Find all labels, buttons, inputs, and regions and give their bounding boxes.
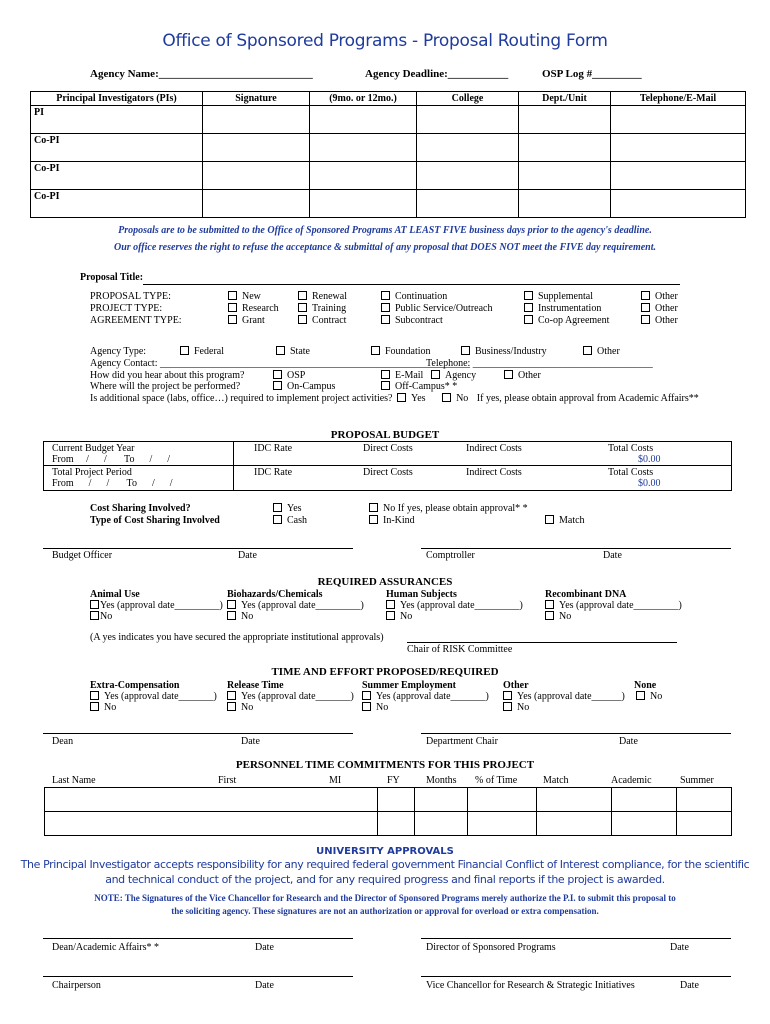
checkbox-icon[interactable] xyxy=(90,600,99,609)
date-label: Date xyxy=(241,736,260,747)
budget-officer-label: Budget Officer xyxy=(52,550,113,561)
personnel-cell[interactable] xyxy=(45,812,378,836)
divider xyxy=(233,441,234,490)
checkbox-icon[interactable] xyxy=(298,315,307,324)
col-percent-time: % of Time xyxy=(475,775,518,786)
checkbox-icon[interactable] xyxy=(90,611,99,620)
effort-heading: TIME AND EFFORT PROPOSED/REQUIRED xyxy=(271,666,499,678)
summer-employment: Summer Employment Yes (approval date_______) No xyxy=(362,680,489,713)
space-note: If yes, please obtain approval from Academic Affairs** xyxy=(476,393,699,404)
total-costs-value: $0.00 xyxy=(638,478,661,489)
checkbox-option[interactable]: Instrumentation xyxy=(524,303,609,315)
approvals-note-1: NOTE: The Signatures of the Vice Chancellor for Research and the Director of Sponsored Programs merely authorize the P.I. to submit this proposal to xyxy=(94,893,676,903)
checkbox-option[interactable]: Other xyxy=(641,291,678,303)
checkbox-icon[interactable] xyxy=(298,291,307,300)
personnel-cell[interactable] xyxy=(537,812,612,836)
checkbox-icon[interactable] xyxy=(524,291,533,300)
pi-cell[interactable] xyxy=(203,190,310,218)
personnel-cell[interactable] xyxy=(415,788,468,812)
space-question-text: Is additional space (labs, office…) required to implement project activities? xyxy=(90,393,393,404)
checkbox-icon[interactable] xyxy=(386,600,395,609)
biohazards: Biohazards/Chemicals Yes (approval date_________) No xyxy=(227,589,364,622)
pi-cell[interactable] xyxy=(611,106,746,134)
indirect-costs-label[interactable]: Indirect Costs xyxy=(466,467,522,478)
current-budget-year: Current Budget Year From / / To / / xyxy=(52,443,171,465)
col-summer: Summer xyxy=(680,775,714,786)
proposal-title-label: Proposal Title: xyxy=(80,272,144,283)
pi-cell[interactable] xyxy=(417,190,519,218)
checkbox-icon[interactable] xyxy=(273,370,282,379)
checkbox-option[interactable]: New xyxy=(228,291,279,303)
personnel-cell[interactable] xyxy=(677,788,732,812)
pi-cell[interactable] xyxy=(310,134,417,162)
director-label: Director of Sponsored Programs xyxy=(426,942,556,953)
vice-chancellor-label: Vice Chancellor for Research & Strategic Initiatives xyxy=(426,980,635,991)
checkbox-option[interactable]: Supplemental xyxy=(524,291,609,303)
agency-name-field[interactable]: Agency Name:____________________________ xyxy=(90,68,313,80)
checkbox-icon[interactable] xyxy=(381,381,390,390)
hear-other[interactable]: Other xyxy=(504,370,541,381)
checkbox-icon[interactable] xyxy=(180,346,189,355)
where-off-campus[interactable]: Off-Campus* * xyxy=(381,381,457,392)
checkbox-option[interactable]: No xyxy=(545,611,682,622)
checkbox-option[interactable]: Other xyxy=(641,315,678,327)
personnel-cell[interactable] xyxy=(468,788,537,812)
pi-cell[interactable] xyxy=(310,162,417,190)
divider xyxy=(43,441,732,442)
checkbox-icon[interactable] xyxy=(381,315,390,324)
checkbox-icon[interactable] xyxy=(227,691,236,700)
osp-log-field[interactable]: OSP Log #_________ xyxy=(542,68,642,80)
idc-rate-label[interactable]: IDC Rate xyxy=(254,467,293,478)
dean-academic-label: Dean/Academic Affairs* * xyxy=(52,942,159,953)
pi-cell[interactable] xyxy=(519,106,611,134)
approvals-note-2: the soliciting agency. These signatures are not an authorization or approval for overload or extra compensation. xyxy=(171,906,599,916)
pi-cell[interactable] xyxy=(519,190,611,218)
risk-line[interactable] xyxy=(407,642,677,643)
pi-cell[interactable] xyxy=(203,162,310,190)
copi-row-label: Co-PI xyxy=(31,190,203,218)
where-question: Where will the project be performed? xyxy=(90,381,241,392)
personnel-cell[interactable] xyxy=(468,812,537,836)
date-label: Date xyxy=(670,942,689,953)
type-col-2 xyxy=(298,291,347,327)
cost-sharing-no xyxy=(369,503,528,527)
checkbox-icon[interactable] xyxy=(545,600,554,609)
checkbox-option[interactable]: Public Service/Outreach xyxy=(381,303,492,315)
dean-academic-line[interactable] xyxy=(43,938,353,939)
hear-question: How did you hear about this program? xyxy=(90,370,245,381)
personnel-cell[interactable] xyxy=(677,812,732,836)
checkbox-option[interactable]: No xyxy=(227,611,364,622)
date-label: Date xyxy=(238,550,257,561)
date-label: Date xyxy=(255,980,274,991)
divider xyxy=(43,465,732,466)
checkbox-icon[interactable] xyxy=(503,691,512,700)
checkbox-option[interactable]: Yes (approval date_________) xyxy=(227,600,364,611)
dept-chair-line[interactable] xyxy=(421,733,731,734)
checkbox-icon[interactable] xyxy=(381,370,390,379)
personnel-cell[interactable] xyxy=(537,788,612,812)
checkbox-option[interactable]: Other xyxy=(641,303,678,315)
pi-cell[interactable] xyxy=(203,106,310,134)
dean-label: Dean xyxy=(52,736,74,747)
pi-cell[interactable] xyxy=(310,190,417,218)
checkbox-icon[interactable] xyxy=(362,691,371,700)
checkbox-option[interactable]: Research xyxy=(228,303,279,315)
cost-sharing-match[interactable]: Match xyxy=(545,515,585,526)
agency-other[interactable]: Other xyxy=(583,346,620,357)
copi-row-label: Co-PI xyxy=(31,134,203,162)
col-first: First xyxy=(218,775,237,786)
checkbox-option[interactable]: Cash xyxy=(273,515,307,527)
date-label: Date xyxy=(680,980,699,991)
personnel-cell[interactable] xyxy=(378,788,415,812)
col-fy: FY xyxy=(387,775,400,786)
checkbox-icon[interactable] xyxy=(273,515,282,524)
copi-row-label: Co-PI xyxy=(31,162,203,190)
checkbox-icon[interactable] xyxy=(227,611,236,620)
checkbox-option[interactable]: Contract xyxy=(298,315,347,327)
checkbox-option[interactable]: Yes (approval date______) xyxy=(503,691,625,702)
checkbox-icon[interactable] xyxy=(381,291,390,300)
divider xyxy=(43,441,44,490)
checkbox-icon[interactable] xyxy=(397,393,406,402)
total-costs-label: Total Costs xyxy=(608,467,654,478)
checkbox-icon[interactable] xyxy=(524,315,533,324)
checkbox-option[interactable]: No xyxy=(227,702,354,713)
agency-federal[interactable]: Federal xyxy=(180,346,224,357)
checkbox-option[interactable]: No xyxy=(90,611,223,622)
space-question xyxy=(90,393,699,404)
pi-cell[interactable] xyxy=(417,106,519,134)
pi-cell[interactable] xyxy=(417,134,519,162)
notice-line-2: Our office reserves the right to refuse the acceptance & submittal of any proposal that DOES NOT meet the FIVE day requirement. xyxy=(113,242,657,253)
checkbox-icon[interactable] xyxy=(381,303,390,312)
assurances-heading: REQUIRED ASSURANCES xyxy=(317,576,453,588)
checkbox-icon[interactable] xyxy=(504,370,513,379)
comptroller-label: Comptroller xyxy=(426,550,475,561)
pi-row-label: PI xyxy=(31,106,203,134)
col-last-name: Last Name xyxy=(52,775,96,786)
checkbox-icon[interactable] xyxy=(545,515,554,524)
budget-officer-line[interactable] xyxy=(43,548,353,549)
checkbox-icon[interactable] xyxy=(641,291,650,300)
checkbox-icon[interactable] xyxy=(276,346,285,355)
checkbox-icon[interactable] xyxy=(298,303,307,312)
date-label: Date xyxy=(603,550,622,561)
checkbox-icon[interactable] xyxy=(524,303,533,312)
agency-type-label: Agency Type: xyxy=(90,346,147,357)
col-match: Match xyxy=(543,775,569,786)
checkbox-option[interactable]: No If yes, please obtain approval* * xyxy=(369,503,528,515)
vice-chancellor-line[interactable] xyxy=(421,976,731,977)
animal-use: Animal Use Yes (approval date_________) No xyxy=(90,589,223,622)
hear-email[interactable]: E-Mail xyxy=(381,370,423,381)
approvals-text-2: and technical conduct of the project, and for any required progress and final reports if the project is awarded. xyxy=(105,873,665,886)
chairperson-label: Chairperson xyxy=(52,980,101,991)
total-costs-value: $0.00 xyxy=(638,454,661,465)
total-project-period: Total Project Period From / / To / / xyxy=(52,467,173,489)
none-title: None xyxy=(634,680,657,691)
dept-header: Dept./Unit xyxy=(519,92,611,106)
col-academic: Academic xyxy=(611,775,652,786)
checkbox-icon[interactable] xyxy=(386,611,395,620)
personnel-cell[interactable] xyxy=(45,788,378,812)
extra-compensation: Extra-Compensation Yes (approval date_______) No xyxy=(90,680,217,713)
pi-cell[interactable] xyxy=(203,134,310,162)
assurances-note: (A yes indicates you have secured the appropriate institutional approvals) xyxy=(90,632,384,643)
proposal-title-line[interactable] xyxy=(143,284,680,285)
pi-cell[interactable] xyxy=(611,190,746,218)
checkbox-icon[interactable] xyxy=(228,291,237,300)
cost-sharing-yes xyxy=(273,503,307,527)
agency-contact-field[interactable]: Agency Contact: ______________________________________________________________ xyxy=(90,358,470,369)
checkbox-icon[interactable] xyxy=(461,346,470,355)
dept-chair-label: Department Chair xyxy=(426,736,498,747)
pi-header: Principal Investigators (PIs) xyxy=(31,92,203,106)
term-header: (9mo. or 12mo.) xyxy=(310,92,417,106)
checkbox-icon[interactable] xyxy=(431,370,440,379)
date-label: Date xyxy=(255,942,274,953)
checkbox-icon[interactable] xyxy=(90,691,99,700)
direct-costs-label[interactable]: Direct Costs xyxy=(363,443,413,454)
checkbox-option[interactable]: Training xyxy=(298,303,347,315)
contact-header: Telephone/E-Mail xyxy=(611,92,746,106)
divider xyxy=(43,490,732,491)
release-time: Release Time Yes (approval date_______) No xyxy=(227,680,354,713)
director-line[interactable] xyxy=(421,938,731,939)
type-col-3 xyxy=(381,291,492,327)
type-col-5 xyxy=(641,291,678,327)
where-on-campus[interactable]: On-Campus xyxy=(273,381,335,392)
chairperson-line[interactable] xyxy=(43,976,353,977)
col-mi: MI xyxy=(329,775,342,786)
checkbox-option[interactable]: No xyxy=(386,611,523,622)
checkbox-option[interactable]: No xyxy=(90,702,217,713)
agency-deadline-field[interactable]: Agency Deadline:___________ xyxy=(365,68,509,80)
project-type-label: PROJECT TYPE: xyxy=(90,303,163,314)
approvals-heading: UNIVERSITY APPROVALS xyxy=(316,846,454,857)
college-header: College xyxy=(417,92,519,106)
agency-state[interactable]: State xyxy=(276,346,310,357)
checkbox-icon[interactable] xyxy=(545,611,554,620)
checkbox-option[interactable]: Grant xyxy=(228,315,279,327)
direct-costs-label[interactable]: Direct Costs xyxy=(363,467,413,478)
checkbox-icon[interactable] xyxy=(503,702,512,711)
checkbox-icon[interactable] xyxy=(369,503,378,512)
checkbox-icon[interactable] xyxy=(636,691,645,700)
dean-line[interactable] xyxy=(43,733,353,734)
notice-line-1: Proposals are to be submitted to the Office of Sponsored Programs AT LEAST FIVE business days prior to the agency's deadline. xyxy=(118,225,652,236)
budget-heading: PROPOSAL BUDGET xyxy=(330,429,440,441)
cost-sharing-questions: Cost Sharing Involved? Type of Cost Sharing Involved xyxy=(90,503,220,526)
agency-foundation[interactable]: Foundation xyxy=(371,346,431,357)
other-effort: Other Yes (approval date______) No xyxy=(503,680,625,713)
comptroller-line[interactable] xyxy=(421,548,731,549)
checkbox-option[interactable]: Renewal xyxy=(298,291,347,303)
signature-header: Signature xyxy=(203,92,310,106)
hear-osp[interactable]: OSP xyxy=(273,370,305,381)
checkbox-icon[interactable] xyxy=(371,346,380,355)
personnel-heading: PERSONNEL TIME COMMITMENTS FOR THIS PROJECT xyxy=(235,759,535,771)
agreement-type-label: AGREEMENT TYPE: xyxy=(90,315,182,326)
checkbox-icon[interactable] xyxy=(442,393,451,402)
checkbox-icon[interactable] xyxy=(273,503,282,512)
checkbox-option[interactable]: No xyxy=(503,702,625,713)
telephone-field[interactable]: Telephone: ____________________________________ xyxy=(426,358,653,369)
checkbox-icon[interactable] xyxy=(362,702,371,711)
checkbox-icon[interactable] xyxy=(228,303,237,312)
idc-rate-label[interactable]: IDC Rate xyxy=(254,443,293,454)
approvals-text-1: The Principal Investigator accepts responsibility for any required federal government Financial Conflict of Interest compliance, for the scientific xyxy=(20,858,750,871)
date-label: Date xyxy=(619,736,638,747)
checkbox-icon[interactable] xyxy=(641,315,650,324)
divider xyxy=(731,441,732,490)
pi-cell[interactable] xyxy=(519,162,611,190)
checkbox-option[interactable]: Co-op Agreement xyxy=(524,315,609,327)
total-costs-label: Total Costs xyxy=(608,443,654,454)
pi-cell[interactable] xyxy=(519,134,611,162)
personnel-table xyxy=(44,787,732,836)
checkbox-icon[interactable] xyxy=(641,303,650,312)
checkbox-icon[interactable] xyxy=(273,381,282,390)
personnel-cell[interactable] xyxy=(612,788,677,812)
pi-cell[interactable] xyxy=(417,162,519,190)
checkbox-option[interactable]: Yes (approval date_________) xyxy=(545,600,682,611)
checkbox-icon[interactable] xyxy=(228,315,237,324)
checkbox-icon[interactable] xyxy=(90,702,99,711)
page-title: Office of Sponsored Programs - Proposal Routing Form xyxy=(162,31,608,51)
checkbox-option[interactable]: Continuation xyxy=(381,291,492,303)
space-yes[interactable]: Yes xyxy=(411,393,426,404)
checkbox-option[interactable]: In-Kind xyxy=(369,515,528,527)
checkbox-option[interactable]: Yes (approval date_________) xyxy=(90,600,223,611)
pi-cell[interactable] xyxy=(611,134,746,162)
personnel-cell[interactable] xyxy=(415,812,468,836)
human-subjects: Human Subjects Yes (approval date_________) No xyxy=(386,589,523,622)
checkbox-icon[interactable] xyxy=(227,600,236,609)
checkbox-icon[interactable] xyxy=(227,702,236,711)
agency-business[interactable]: Business/Industry xyxy=(461,346,547,357)
risk-label: Chair of RISK Committee xyxy=(407,644,513,655)
col-months: Months xyxy=(426,775,457,786)
type-col-4 xyxy=(524,291,609,327)
space-no[interactable]: No xyxy=(456,393,469,404)
type-col-1 xyxy=(228,291,279,327)
checkbox-option[interactable]: Yes (approval date_________) xyxy=(386,600,523,611)
checkbox-option[interactable]: Yes (approval date_______) xyxy=(90,691,217,702)
pi-table xyxy=(30,91,746,218)
personnel-cell[interactable] xyxy=(612,812,677,836)
pi-cell[interactable] xyxy=(310,106,417,134)
checkbox-option[interactable]: No xyxy=(362,702,489,713)
checkbox-option[interactable]: Yes (approval date_______) xyxy=(227,691,354,702)
hear-agency[interactable]: Agency xyxy=(431,370,476,381)
checkbox-icon[interactable] xyxy=(583,346,592,355)
checkbox-option[interactable]: Yes (approval date_______) xyxy=(362,691,489,702)
checkbox-option[interactable]: Subcontract xyxy=(381,315,492,327)
indirect-costs-label[interactable]: Indirect Costs xyxy=(466,443,522,454)
proposal-type-label: PROPOSAL TYPE: xyxy=(90,291,171,302)
pi-cell[interactable] xyxy=(611,162,746,190)
none-no[interactable]: No xyxy=(636,691,662,702)
checkbox-icon[interactable] xyxy=(369,515,378,524)
personnel-cell[interactable] xyxy=(378,812,415,836)
recombinant-dna: Recombinant DNA Yes (approval date_________) No xyxy=(545,589,682,622)
type-labels xyxy=(90,291,182,327)
checkbox-option[interactable]: Yes xyxy=(273,503,307,515)
